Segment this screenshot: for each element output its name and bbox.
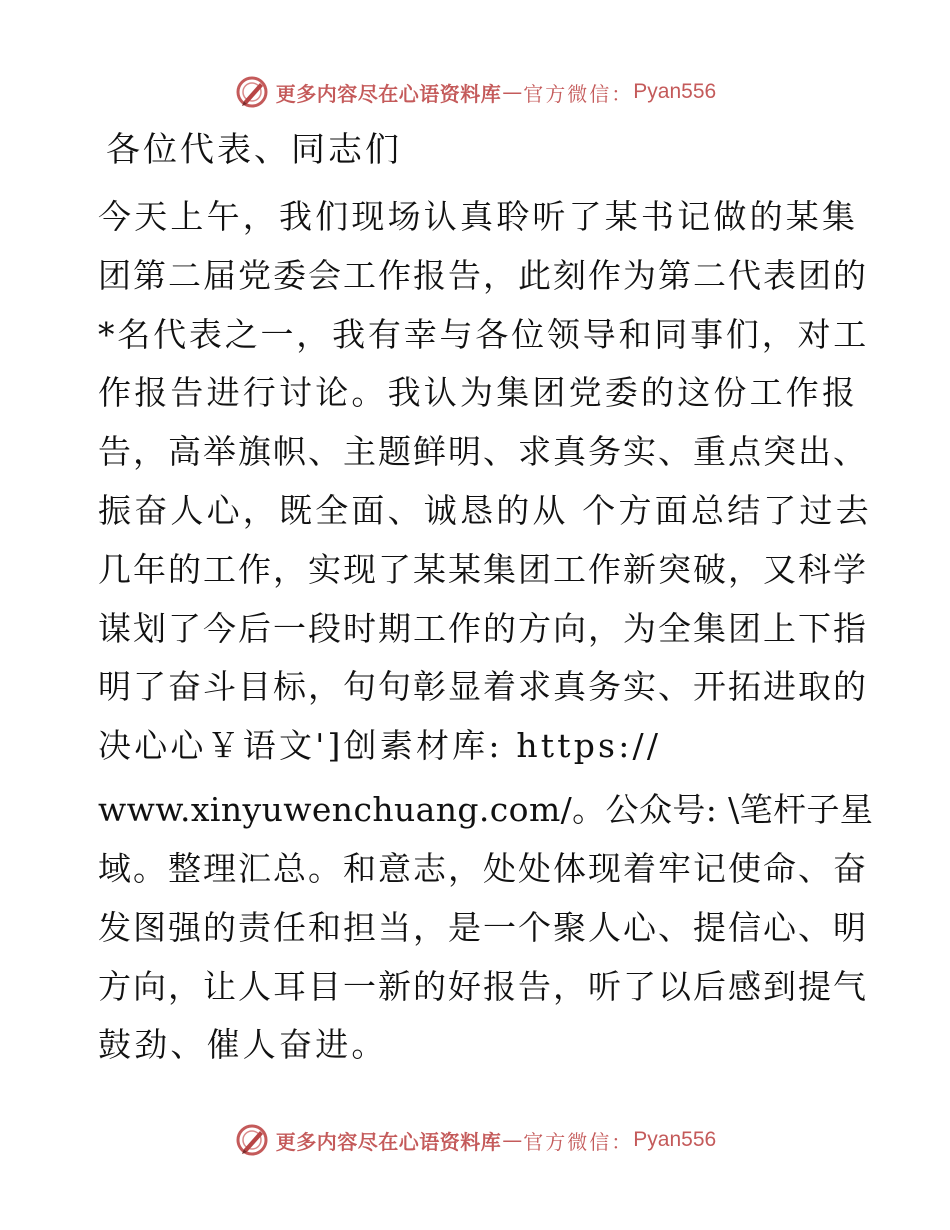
body-line: 明了奋斗目标，句句彰显着求真务实、开拓进取的 <box>98 667 868 707</box>
banner-wechat-account: Pyan556 <box>633 80 717 103</box>
banner-wechat-label: 官方微信： <box>523 1129 634 1154</box>
body-text <box>98 188 874 1075</box>
body-line: 几年的工作，实现了某某集团工作新突破，又科学 <box>98 549 868 589</box>
body-line: 谋划了今后一段时期工作的方向，为全集团上下指 <box>98 608 868 648</box>
banner-separator: — <box>502 1128 523 1152</box>
pen-circle-logo-icon <box>234 1122 270 1158</box>
body-line: 团第二届党委会工作报告，此刻作为第二代表团的 <box>98 255 868 295</box>
body-line: 方向，让人耳目一新的好报告，听了以后感到提气 <box>98 966 868 1006</box>
footer-watermark-banner <box>0 1120 950 1160</box>
banner-wechat-label: 官方微信： <box>523 81 634 106</box>
header-watermark-banner <box>0 72 950 112</box>
banner-site-name: 更多内容尽在心语资料库 <box>275 81 502 106</box>
body-line: 振奋人心，既全面、诚恳的从 个方面总结了过去 <box>98 490 872 530</box>
body-line: 作报告进行讨论。我认为集团党委的这份工作报 <box>98 373 859 413</box>
body-line: 域。整理汇总。和意志，处处体现着牢记使命、奋 <box>98 848 868 888</box>
body-line: 鼓劲、催人奋进。 <box>98 1025 388 1065</box>
body-line-url: www.xinyuwenchuang.com/。公众号: \笔杆子星 <box>98 790 874 830</box>
body-line: 决心心￥语文']创素材库: https:// <box>98 726 662 766</box>
greeting-heading: 各位代表、同志们 <box>106 130 402 170</box>
banner-separator: — <box>502 80 523 104</box>
pen-circle-logo-icon <box>234 74 270 110</box>
body-line: *名代表之一，我有幸与各位领导和同事们，对工 <box>98 314 870 354</box>
banner-site-name: 更多内容尽在心语资料库 <box>275 1129 502 1154</box>
banner-wechat-account: Pyan556 <box>633 1128 717 1151</box>
body-line: 发图强的责任和担当，是一个聚人心、提信心、明 <box>98 907 868 947</box>
body-line: 告，高举旗帜、主题鲜明、求真务实、重点突出、 <box>98 432 868 472</box>
body-line: 今天上午，我们现场认真聆听了某书记做的某集 <box>98 197 859 236</box>
